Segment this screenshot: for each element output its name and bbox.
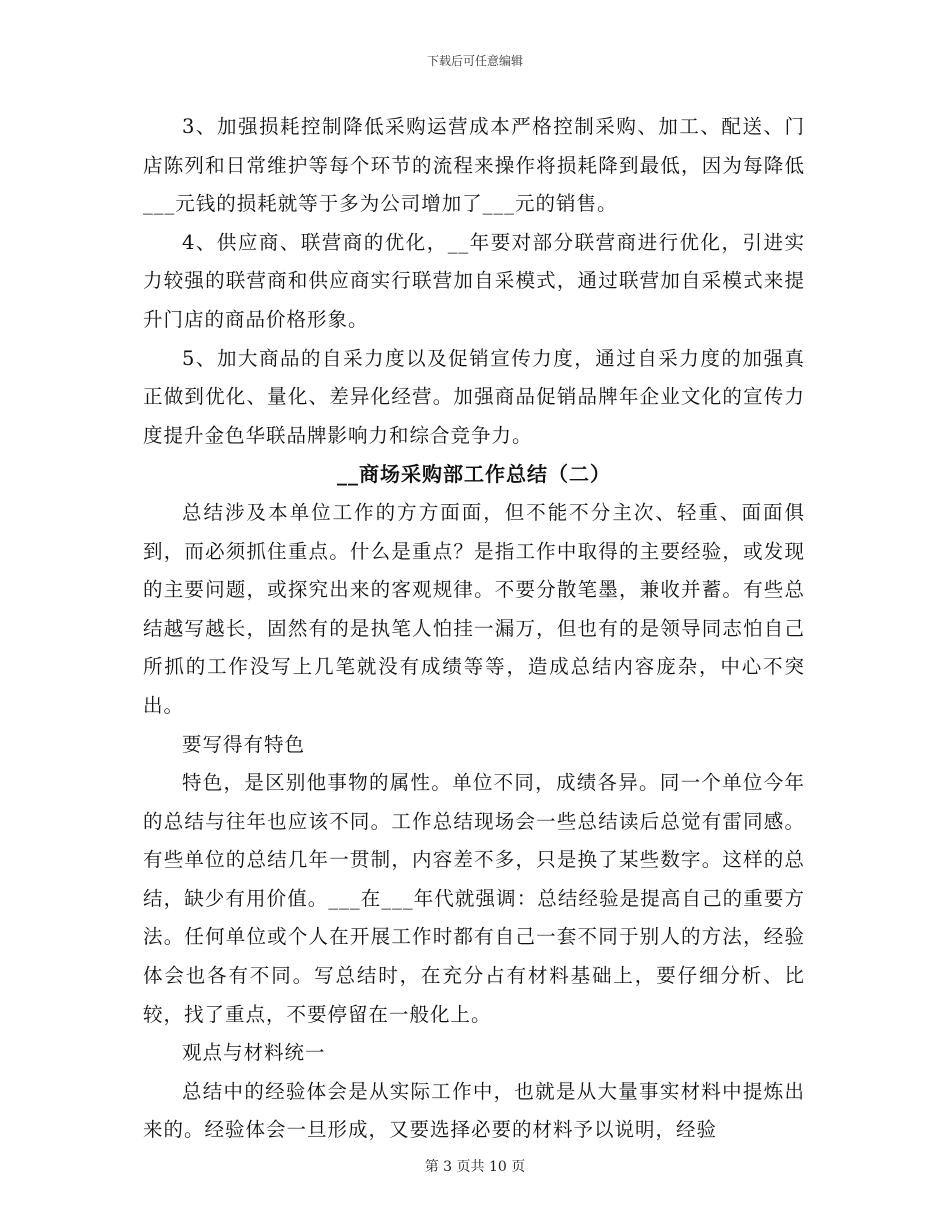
page-footer: 第 3 页共 10 页 [424, 1159, 526, 1175]
subheading-viewpoint: 观点与材料统一 [182, 1041, 326, 1065]
document-body [143, 108, 805, 1150]
subheading-features: 要写得有特色 [182, 732, 306, 756]
paragraph-focus: 总结涉及本单位工作的方方面面，但不能不分主次、轻重、面面俱到，而必须抓住重点。什么是重点？是指工作中取得的主要经验，或发现的主要问题，或探究出来的客观规律。不要分散笔墨，兼收并蓄。有些总结越写越长，固然有的是执笔人怕挂一漏万，但也有的是领导同志怕自己所抓的工作没写上几笔就没有成绩等等，造成总结内容庞杂，中心不突出。 [143, 500, 805, 717]
paragraph-item-5: 5、加大商品的自采力度以及促销宣传力度，通过自采力度的加强真正做到优化、量化、差异化经营。加强商品促销品牌年企业文化的宣传力度提升金色华联品牌影响力和综合竞争力。 [143, 346, 805, 447]
paragraph-item-4: 4、供应商、联营商的优化，__年要对部分联营商进行优化，引进实力较强的联营商和供应商实行联营加自采模式，通过联营加自采模式来提升门店的商品价格形象。 [143, 230, 805, 331]
section-title: __商场采购部工作总结（二） [337, 462, 611, 487]
page-header: 下载后可任意编辑 [426, 54, 523, 68]
paragraph-features: 特色，是区别他事物的属性。单位不同，成绩各异。同一个单位今年的总结与往年也应该不同。工作总结现场会一些总结读后总觉有雷同感。有些单位的总结几年一贯制，内容差不多，只是换了某些数字。这样的总结，缺少有用价值。___在___年代就强调：总结经验是提高自己的重要方法。任何单位或个人在开展工作时都有自己一套不同于别人的方法，经验体会也各有不同。写总结时，在充分占有材料基础上，要仔细分析、比较，找了重点，不要停留在一般化上。 [143, 771, 805, 1026]
paragraph-item-3: 3、加强损耗控制降低采购运营成本严格控制采购、加工、配送、门店陈列和日常维护等每个环节的流程来操作将损耗降到最低，因为每降低___元钱的损耗就等于多为公司增加了___元的销售。 [143, 115, 805, 216]
paragraph-viewpoint: 总结中的经验体会是从实际工作中，也就是从大量事实材料中提炼出来的。经验体会一旦形成，又要选择必要的材料予以说明，经验 [143, 1079, 805, 1142]
